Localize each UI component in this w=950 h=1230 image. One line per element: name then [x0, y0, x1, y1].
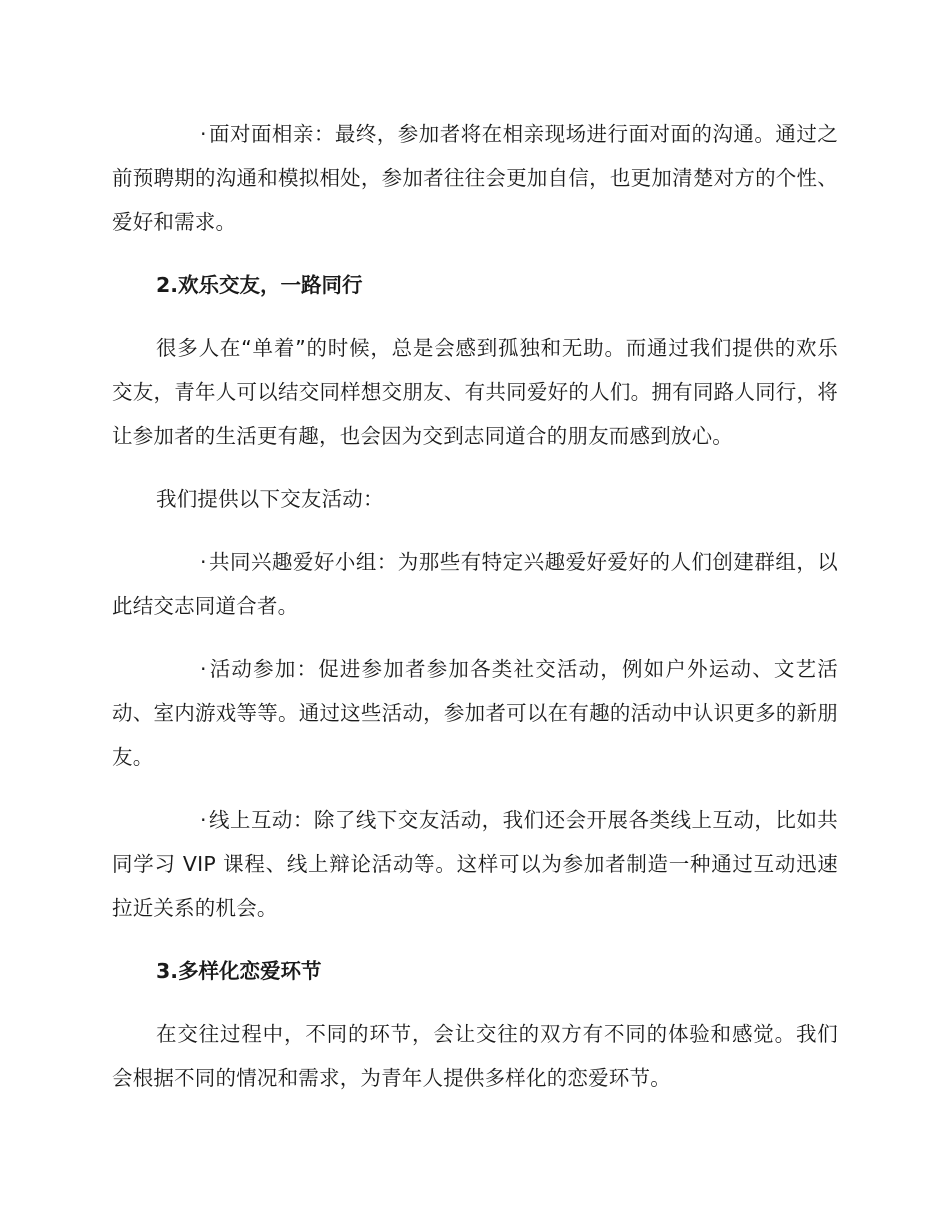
- bullet-dot: ·: [200, 122, 207, 146]
- bullet-paragraph-activity-participation: [112, 647, 838, 779]
- bullet-paragraph-interest-groups: [112, 540, 838, 628]
- section-heading-happy-friends: 2.欢乐交友，一路同行: [156, 273, 363, 297]
- paragraph-text: 共同兴趣爱好小组：为那些有特定兴趣爱好爱好的人们创建群组，以此结交志同道合者。: [112, 550, 838, 618]
- section-heading-diverse-romance: 3.多样化恋爱环节: [156, 959, 322, 983]
- bullet-dot: ·: [200, 657, 207, 681]
- paragraph-text: 活动参加：促进参加者参加各类社交活动，例如户外运动、文艺活动、室内游戏等等。通过这些活动，参加者可以在有趣的活动中认识更多的新朋友。: [112, 657, 838, 769]
- paragraph-diverse-romance: 在交往过程中，不同的环节，会让交往的双方有不同的体验和感觉。我们会根据不同的情况和需求，为青年人提供多样化的恋爱环节。: [112, 1022, 838, 1090]
- paragraph-activities-lead: 我们提供以下交友活动：: [156, 487, 384, 511]
- paragraph-happy-friends-intro: 很多人在“单着”的时候，总是会感到孤独和无助。而通过我们提供的欢乐交友，青年人可以结交同样想交朋友、有共同爱好的人们。拥有同路人同行，将让参加者的生活更有趣，也会因为交到志同道合的朋友而感到放心。: [112, 336, 838, 448]
- bullet-paragraph-face-to-face: [112, 112, 838, 244]
- paragraph-text: 线上互动：除了线下交友活动，我们还会开展各类线上互动，比如共同学习 VIP 课程、线上辩论活动等。这样可以为参加者制造一种通过互动迅速拉近关系的机会。: [112, 808, 838, 920]
- bullet-dot: ·: [200, 808, 207, 832]
- paragraph-text: 面对面相亲：最终，参加者将在相亲现场进行面对面的沟通。通过之前预聘期的沟通和模拟相处，参加者往往会更加自信，也更加清楚对方的个性、爱好和需求。: [112, 122, 838, 234]
- bullet-paragraph-online-interaction: [112, 798, 838, 930]
- bullet-dot: ·: [200, 550, 207, 574]
